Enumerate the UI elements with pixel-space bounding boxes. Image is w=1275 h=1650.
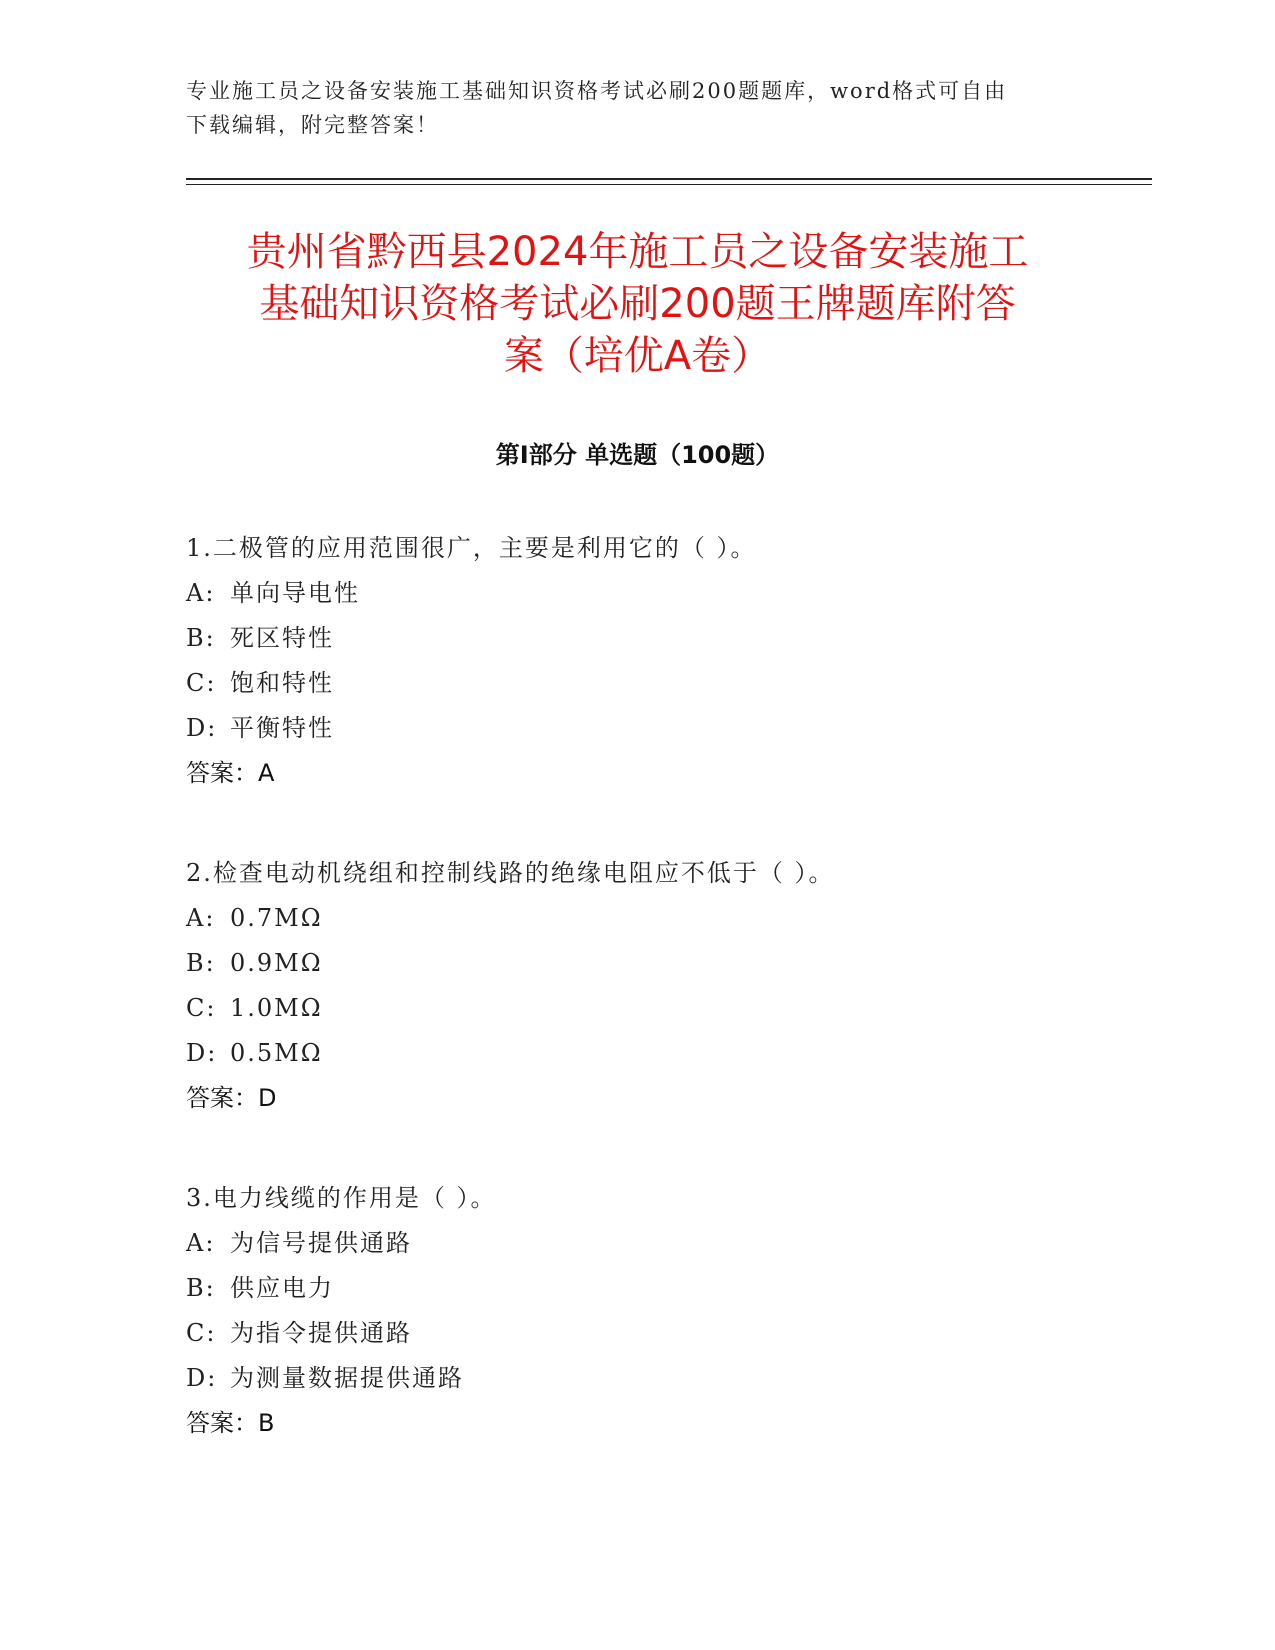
option-text: 1.0MΩ xyxy=(230,994,323,1022)
header-note-line-1: 专业施工员之设备安装施工基础知识资格考试必刷200题题库，word格式可自由 xyxy=(186,79,1008,103)
document-title-line-1: 贵州省黔西县2024年施工员之设备安装施工 xyxy=(246,229,1029,275)
header-note xyxy=(186,74,1086,142)
option-c xyxy=(186,986,1086,1031)
option-letter: B: xyxy=(186,1274,216,1302)
question-3 xyxy=(186,1176,1086,1446)
answer: 答案：A xyxy=(186,759,275,787)
option-text: 单向导电性 xyxy=(230,579,360,607)
question-1 xyxy=(186,526,1086,796)
option-letter: C: xyxy=(186,1319,217,1347)
option-text: 为测量数据提供通路 xyxy=(230,1364,464,1392)
document-title-line-3: 案（培优A卷） xyxy=(503,333,772,379)
option-letter: C: xyxy=(186,669,217,697)
question-stem: 1.二极管的应用范围很广，主要是利用它的（ ）。 xyxy=(186,534,757,562)
option-letter: C: xyxy=(186,994,217,1022)
option-text: 为指令提供通路 xyxy=(230,1319,412,1347)
answer: 答案：D xyxy=(186,1084,277,1112)
option-text: 供应电力 xyxy=(230,1274,334,1302)
header-divider-thick xyxy=(186,178,1152,180)
option-b xyxy=(186,941,1086,986)
option-letter: A: xyxy=(186,579,216,607)
option-d xyxy=(186,706,1086,751)
option-c xyxy=(186,1311,1086,1356)
option-letter: A: xyxy=(186,904,216,932)
document-title-line-2: 基础知识资格考试必刷200题王牌题库附答 xyxy=(259,281,1016,327)
question-stem: 2.检查电动机绕组和控制线路的绝缘电阻应不低于（ ）。 xyxy=(186,859,835,887)
question-list xyxy=(186,526,1086,1501)
option-text: 0.7MΩ xyxy=(230,904,323,932)
answer: 答案：B xyxy=(186,1409,275,1437)
option-text: 0.9MΩ xyxy=(230,949,323,977)
header-divider-thin xyxy=(186,184,1152,185)
option-text: 0.5MΩ xyxy=(230,1039,323,1067)
option-b xyxy=(186,616,1086,661)
option-letter: A: xyxy=(186,1229,216,1257)
option-a xyxy=(186,1221,1086,1266)
option-letter: D: xyxy=(186,1364,218,1392)
header-note-line-2: 下载编辑，附完整答案！ xyxy=(186,113,439,137)
option-text: 死区特性 xyxy=(230,624,334,652)
option-c xyxy=(186,661,1086,706)
option-b xyxy=(186,1266,1086,1311)
option-a xyxy=(186,571,1086,616)
option-text: 饱和特性 xyxy=(230,669,334,697)
option-a xyxy=(186,896,1086,941)
option-letter: D: xyxy=(186,714,218,742)
option-text: 为信号提供通路 xyxy=(230,1229,412,1257)
option-d xyxy=(186,1356,1086,1401)
option-letter: D: xyxy=(186,1039,218,1067)
option-text: 平衡特性 xyxy=(230,714,334,742)
question-stem: 3.电力线缆的作用是（ ）。 xyxy=(186,1184,497,1212)
question-2 xyxy=(186,851,1086,1121)
option-letter: B: xyxy=(186,624,216,652)
option-d xyxy=(186,1031,1086,1076)
document-title xyxy=(180,226,1095,382)
section-title: 第Ⅰ部分 单选题（100题） xyxy=(495,441,780,469)
option-letter: B: xyxy=(186,949,216,977)
